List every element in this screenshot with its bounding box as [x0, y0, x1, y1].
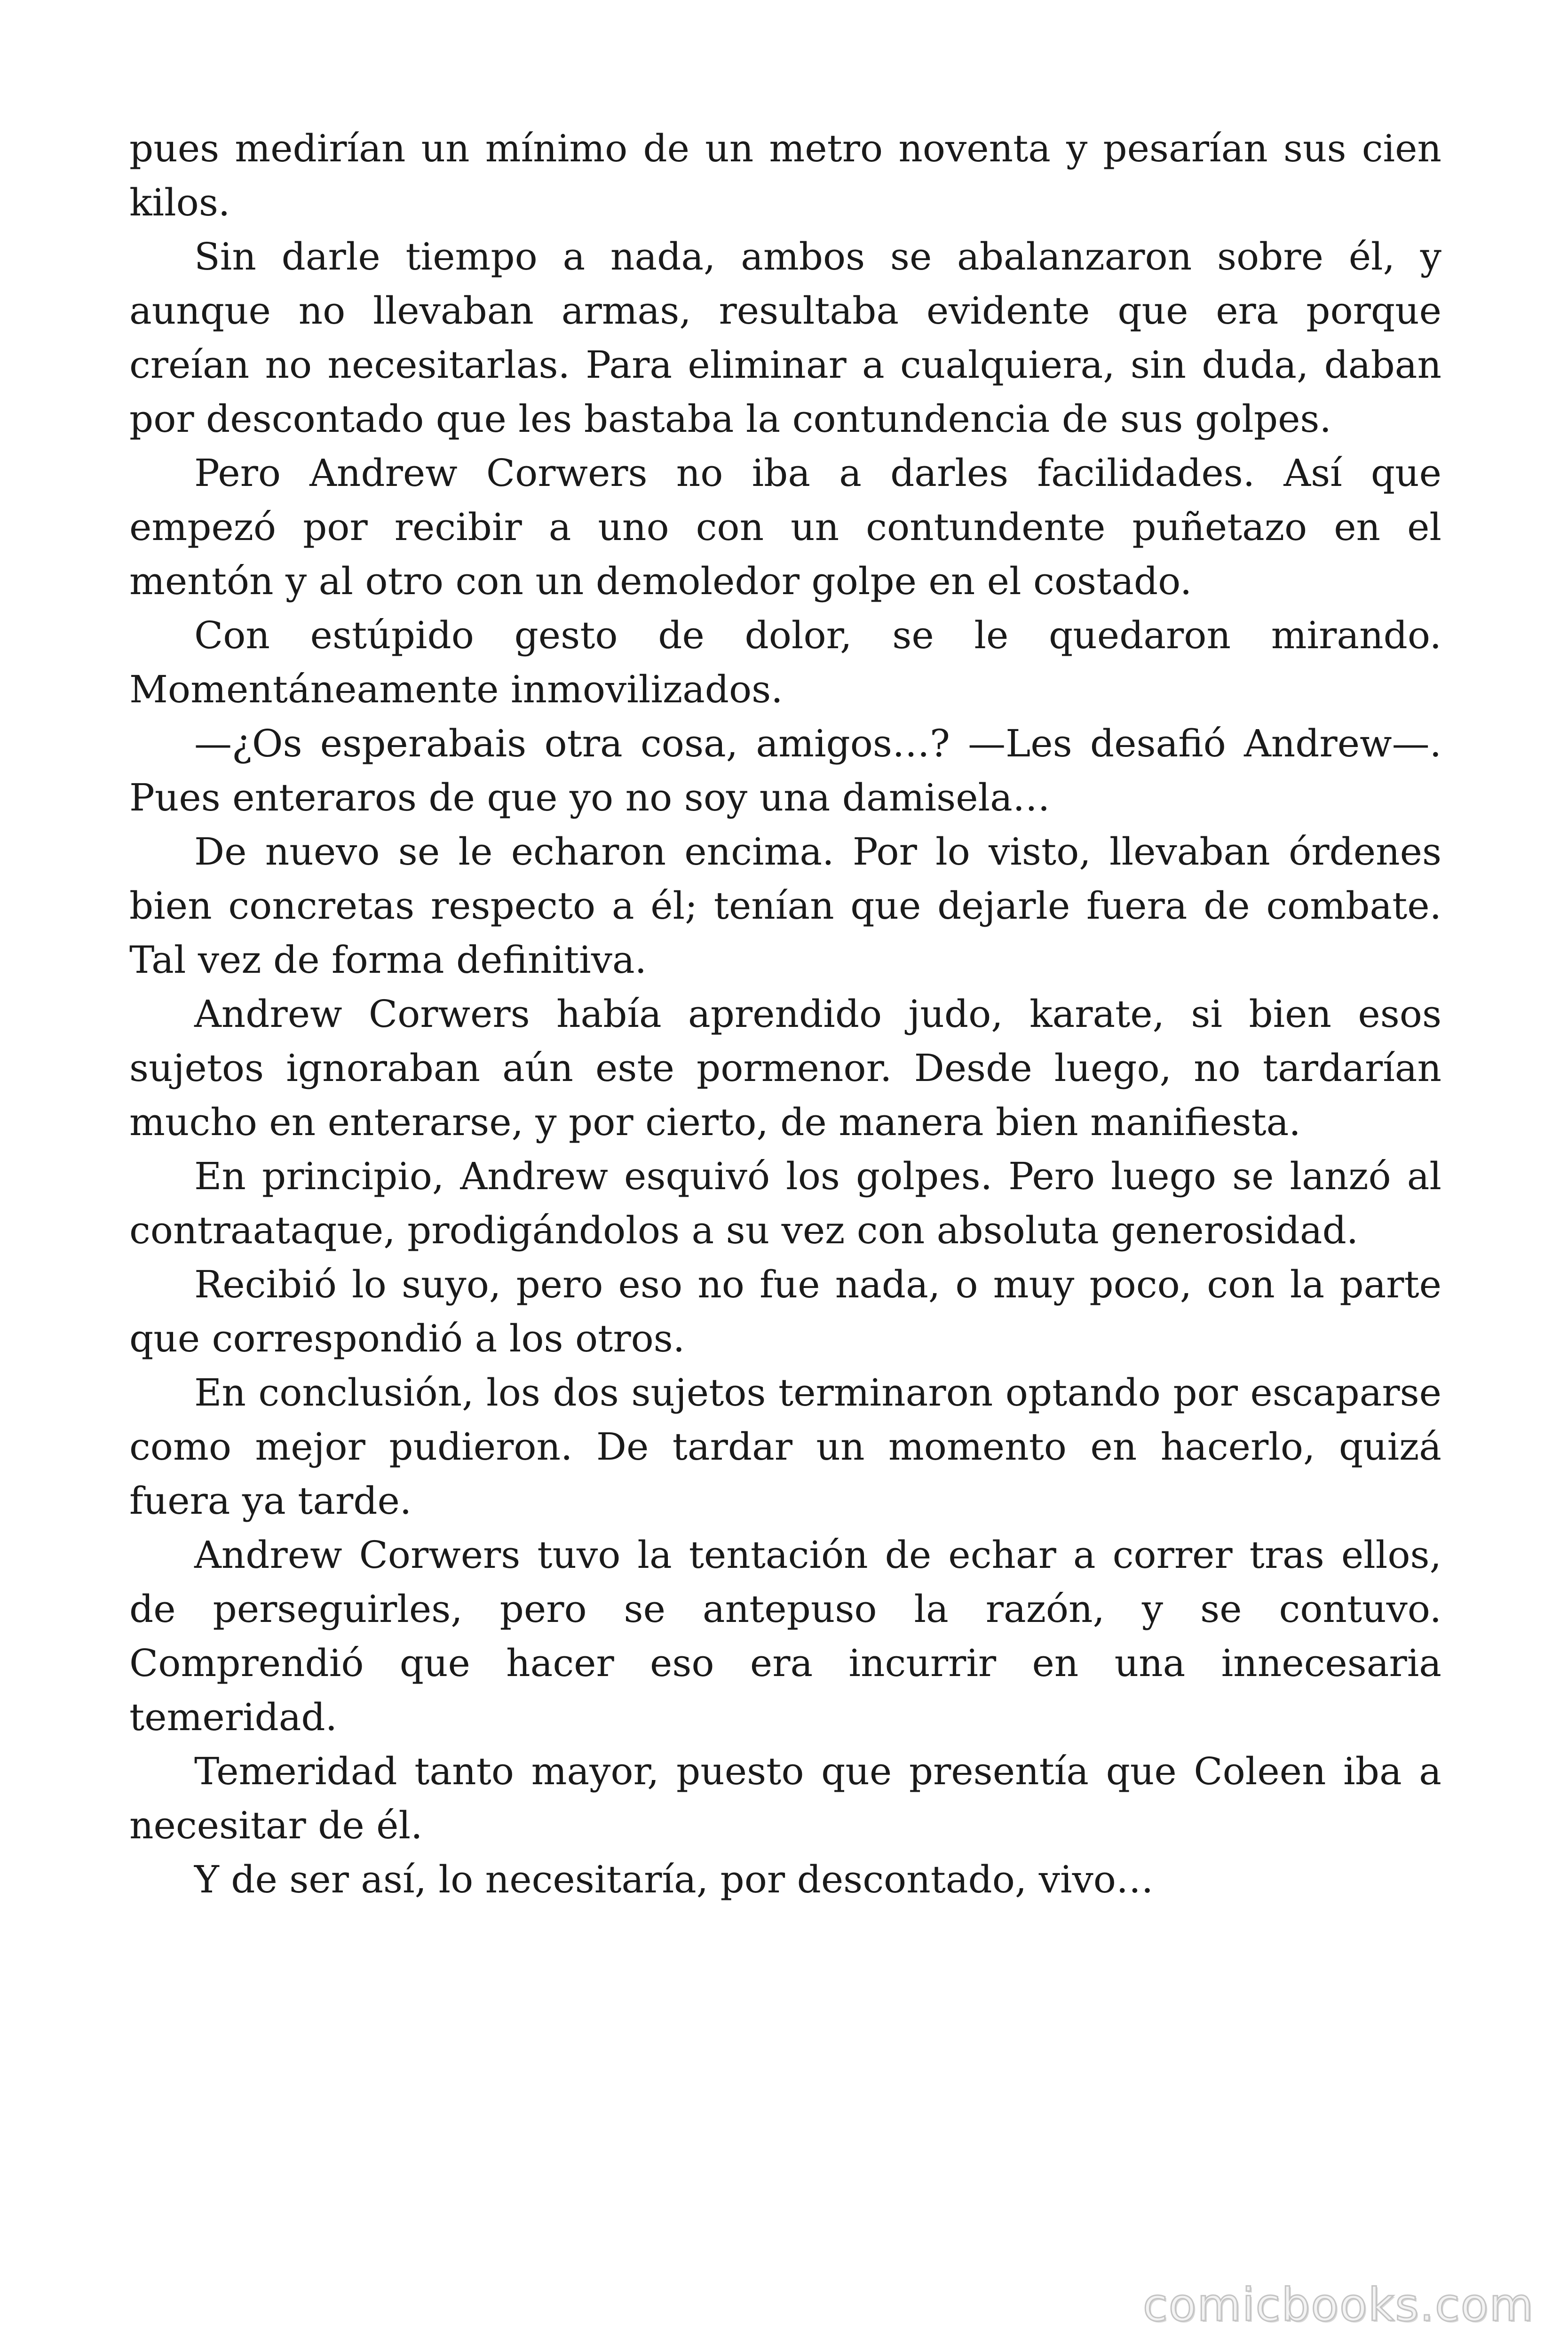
paragraph: Andrew Corwers había aprendido judo, karate, si bien esos sujetos ignoraban aún este pormenor. Desde luego, no tardarían mucho en enterarse, y por cierto, de manera bien manifiesta. [129, 992, 1441, 1144]
body-text [129, 121, 1441, 1907]
paragraph: pues medirían un mínimo de un metro noventa y pesarían sus cien kilos. [129, 127, 1441, 224]
paragraph: Andrew Corwers tuvo la tentación de echar a correr tras ellos, de perseguirles, pero se antepuso la razón, y se contuvo. Comprendió que hacer eso era incurrir en una innecesaria temeridad. [129, 1533, 1441, 1739]
paragraph: Sin darle tiempo a nada, ambos se abalanzaron sobre él, y aunque no llevaban armas, resultaba evidente que era porque creían no necesitarlas. Para eliminar a cualquiera, sin duda, daban por descontado que les bastaba la contundencia de sus golpes. [129, 235, 1441, 441]
paragraph: En conclusión, los dos sujetos terminaron optando por escaparse como mejor pudieron. De tardar un momento en hacerlo, quizá fuera ya tarde. [129, 1371, 1441, 1523]
paragraph: Recibió lo suyo, pero eso no fue nada, o muy poco, con la parte que correspondió a los otros. [129, 1263, 1441, 1360]
paragraph: Con estúpido gesto de dolor, se le quedaron mirando. Momentáneamente inmovilizados. [129, 613, 1441, 711]
paragraph: —¿Os esperabais otra cosa, amigos…? —Les desafió Andrew—. Pues enteraros de que yo no soy una damisela… [129, 722, 1441, 819]
paragraph: Y de ser así, lo necesitaría, por descontado, vivo… [194, 1858, 1154, 1901]
paragraph: Pero Andrew Corwers no iba a darles facilidades. Así que empezó por recibir a uno con un contundente puñetazo en el mentón y al otro con un demoledor golpe en el costado. [129, 451, 1441, 603]
watermark-logo: comicbooks.com [1142, 2279, 1534, 2331]
paragraph: De nuevo se le echaron encima. Por lo visto, llevaban órdenes bien concretas respecto a él; tenían que dejarle fuera de combate. Tal vez de forma definitiva. [129, 830, 1441, 982]
paragraph: Temeridad tanto mayor, puesto que presentía que Coleen iba a necesitar de él. [129, 1749, 1441, 1847]
paragraph: En principio, Andrew esquivó los golpes. Pero luego se lanzó al contraataque, prodigándolos a su vez con absoluta generosidad. [129, 1154, 1441, 1252]
